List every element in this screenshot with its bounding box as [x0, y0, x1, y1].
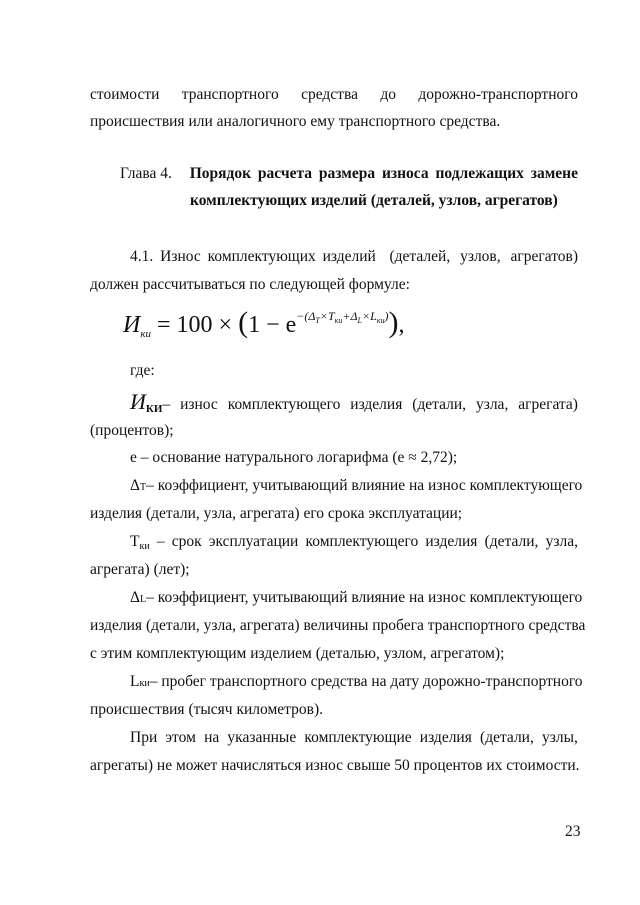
exp-part: −(Δ	[296, 309, 316, 323]
def-dl-line2: изделия (детали, узла, агрегата) величины пробега транспортного средства	[90, 617, 586, 634]
exp-sub: L	[357, 316, 362, 325]
chapter-heading-line1	[120, 165, 578, 183]
word: (детали,	[484, 533, 539, 550]
word: узла,	[475, 396, 509, 413]
def-e: е – основание натурального логарифма (е ≈ 2,72);	[130, 449, 458, 466]
paragraph-top-line2: происшествия или аналогичного ему транспортного средства.	[90, 113, 501, 130]
formula-open-paren: (	[238, 306, 249, 339]
formula-trailing-comma: ,	[398, 312, 405, 338]
def-tki-line1	[130, 533, 578, 552]
def-iki-symbol-group	[130, 389, 170, 415]
exp-sub: ки	[376, 316, 385, 325]
word: до	[380, 86, 396, 103]
word: –	[156, 533, 165, 550]
exp-sub: T	[315, 316, 320, 325]
chapter-title-line1: Порядок расчета размера износа подлежащих замене	[189, 165, 578, 182]
word: износ	[180, 396, 218, 413]
exp-part: ×L	[361, 309, 377, 323]
word: узлы,	[542, 729, 578, 746]
word: комплектующие	[304, 729, 412, 746]
iki-symbol: И	[130, 389, 146, 414]
dl-sub: L	[139, 594, 147, 605]
iki-sub: КИ	[145, 403, 163, 415]
formula-one-minus-e: 1 − e	[248, 312, 297, 338]
def-iki-line2: (процентов);	[90, 422, 174, 439]
exp-part: +Δ	[342, 309, 358, 323]
word: изделия	[425, 533, 478, 550]
formula-equals: = 100 ×	[151, 312, 239, 338]
final-paragraph-line1	[130, 729, 578, 747]
formula-close-paren: )	[388, 306, 399, 339]
word: узла,	[545, 533, 578, 550]
word: стоимости	[90, 86, 160, 103]
clause-4-1-line2: должен рассчитываться по следующей формуле:	[90, 276, 410, 293]
word: на	[204, 729, 220, 746]
exp-part: )	[384, 309, 389, 323]
word: При	[130, 729, 158, 746]
dt-symbol: Δ	[130, 477, 140, 494]
formula-lhs-sub: ки	[140, 328, 151, 340]
word: дорожно-транспортного	[418, 86, 578, 103]
clause-text-right: (деталей, узлов, агрегатов)	[389, 248, 578, 265]
def-iki-line1	[130, 389, 578, 415]
lki-sub: ки	[139, 678, 150, 689]
tki-sub: ки	[139, 541, 150, 552]
def-lki-line2: происшествия (тысяч километров).	[90, 701, 323, 718]
word: указанные	[227, 729, 297, 746]
word: этом	[165, 729, 196, 746]
page-number: 23	[565, 823, 581, 840]
dl-text: – коэффициент, учитывающий влияние на износ комплектующего	[146, 589, 583, 606]
def-dl-line1	[130, 589, 582, 607]
formula-lhs: И	[123, 312, 141, 338]
wear-formula	[123, 306, 405, 340]
word: (детали,	[480, 729, 534, 746]
word: транспортного	[181, 86, 279, 103]
lki-text: – пробег транспортного средства на дату дорожно-транспортного	[149, 673, 583, 690]
formula-exponent	[296, 309, 388, 323]
word: агрегата)	[518, 396, 578, 413]
iki-dash: –	[162, 396, 171, 413]
word: комплектующего	[305, 533, 419, 550]
def-dt-line1	[130, 477, 582, 495]
exp-part: ×T	[319, 309, 335, 323]
where-label: где:	[130, 362, 155, 379]
word: комплектующего	[227, 396, 341, 413]
def-lki-line1	[130, 673, 583, 691]
clause-text-left: 4.1. Износ комплектующих изделий	[130, 248, 376, 265]
word: изделия	[350, 396, 403, 413]
dl-symbol: Δ	[130, 589, 140, 606]
paragraph-top-line1	[90, 86, 578, 104]
lki-symbol: L	[130, 673, 140, 690]
clause-4-1-line1	[130, 248, 578, 266]
def-tki-line2: агрегата) (лет);	[90, 561, 190, 578]
dt-text: – коэффициент, учитывающий влияние на износ комплектующего	[146, 477, 583, 494]
word: средства	[301, 86, 358, 103]
final-paragraph-line2: агрегаты) не может начисляться износ свыше 50 процентов их стоимости.	[90, 757, 580, 774]
word: изделия	[419, 729, 472, 746]
word: срок	[171, 533, 202, 550]
exp-sub: ки	[334, 316, 343, 325]
def-dl-line3: с этим комплектующим изделием (деталью, узлом, агрегатом);	[90, 645, 505, 662]
chapter-title-line2: комплектующих изделий (деталей, узлов, агрегатов)	[190, 192, 558, 209]
tki-symbol-group	[130, 533, 150, 552]
word: эксплуатации	[208, 533, 299, 550]
word: (детали,	[412, 396, 467, 413]
chapter-prefix: Глава 4.	[120, 165, 172, 182]
tki-symbol: Т	[130, 533, 140, 550]
dt-sub: Т	[139, 482, 147, 493]
def-dt-line2: изделия (детали, узла, агрегата) его срока эксплуатации;	[90, 505, 463, 522]
